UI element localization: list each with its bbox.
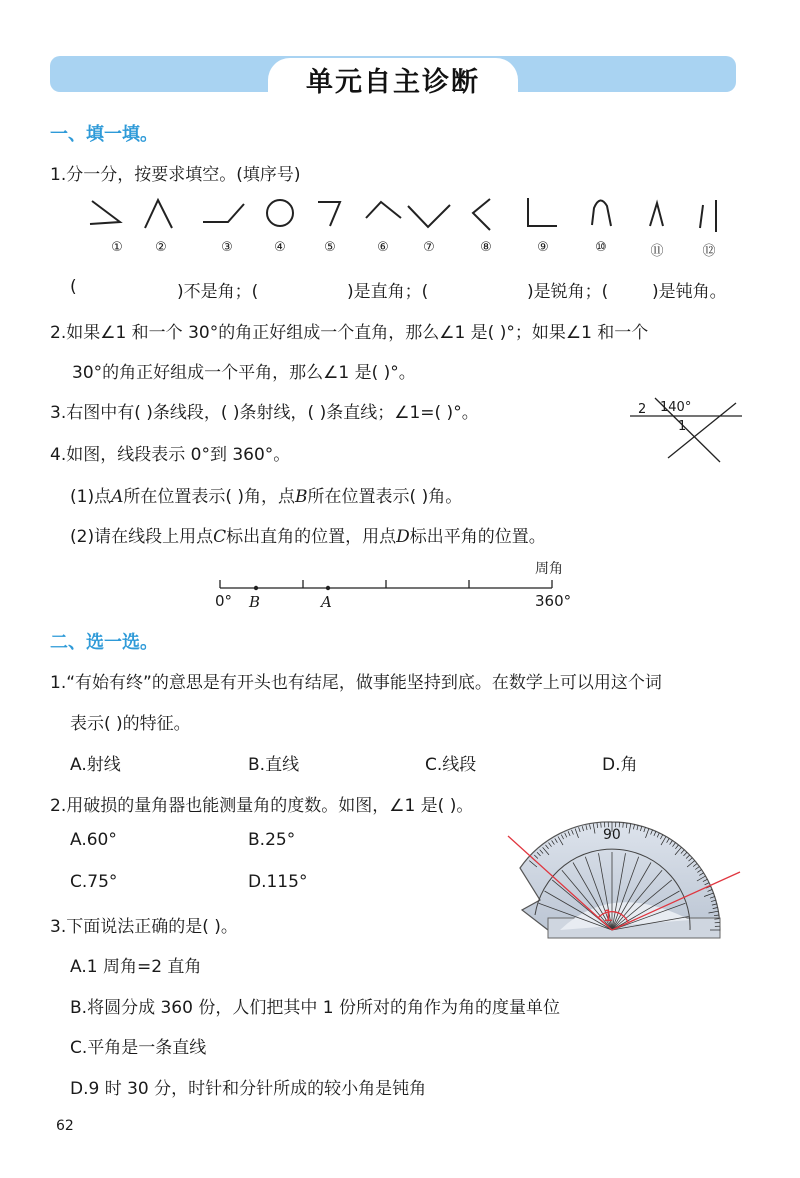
question-1-4-sub2: (2)请在线段上用点C标出直角的位置，用点D标出平角的位置。 bbox=[70, 527, 546, 547]
line-label-A: A bbox=[321, 593, 332, 611]
line-label-0: 0° bbox=[215, 592, 233, 610]
question-1-3: 3.右图中有( )条线段，( )条射线，( )条直线；∠1=( )°。 bbox=[50, 403, 479, 423]
question-2-3: 3.下面说法正确的是( )。 bbox=[50, 917, 238, 937]
question-1-2-line2: 30°的角正好组成一个平角，那么∠1 是( )°。 bbox=[72, 363, 416, 383]
line-label-360: 360° bbox=[535, 592, 572, 610]
page-title: 单元自主诊断 bbox=[306, 67, 480, 98]
option-2-2-b[interactable]: B.25° bbox=[248, 830, 296, 850]
line-figure-label-2: 2 bbox=[638, 402, 647, 417]
protractor-angle-label: 1 bbox=[603, 906, 614, 925]
question-1-2-line1: 2.如果∠1 和一个 30°的角正好组成一个直角，那么∠1 是( )°；如果∠1 和一个 bbox=[50, 323, 649, 343]
line-figure-label-1: 1 bbox=[678, 419, 687, 434]
figure-number-1: ① bbox=[111, 240, 123, 255]
figure-number-4: ④ bbox=[274, 240, 286, 255]
protractor-tick bbox=[623, 823, 624, 828]
option-2-2-c[interactable]: C.75° bbox=[70, 872, 118, 892]
page-number: 62 bbox=[56, 1118, 74, 1134]
question-2-2: 2.用破损的量角器也能测量角的度数。如图，∠1 是( )。 bbox=[50, 796, 474, 816]
figure-number-3: ③ bbox=[221, 240, 233, 255]
option-2-2-a[interactable]: A.60° bbox=[70, 830, 117, 850]
question-1-1: 1.分一分，按要求填空。(填序号) bbox=[50, 165, 301, 185]
section-title-choose: 二、选一选。 bbox=[50, 632, 158, 653]
figure-number-2: ② bbox=[155, 240, 167, 255]
blank-not-angle: )不是角；( bbox=[177, 282, 259, 302]
option-2-1-b[interactable]: B.直线 bbox=[248, 755, 300, 775]
question-2-1-line1: 1.“有始有终”的意思是有开头也有结尾，做事能坚持到底。在数学上可以用这个词 bbox=[50, 673, 662, 693]
figure-number-6: ⑥ bbox=[377, 240, 389, 255]
question-2-1-line2: 表示( )的特征。 bbox=[70, 714, 191, 734]
option-2-3-b[interactable]: B.将圆分成 360 份，人们把其中 1 份所对的角作为角的度量单位 bbox=[70, 998, 560, 1018]
protractor-tick bbox=[714, 919, 719, 920]
line-label-full-angle: 周角 bbox=[535, 561, 563, 577]
option-2-1-c[interactable]: C.线段 bbox=[425, 755, 477, 775]
blank-acute-angle: )是锐角；( bbox=[527, 282, 609, 302]
protractor-tick bbox=[601, 823, 602, 828]
blank-open: ( bbox=[70, 277, 77, 297]
option-2-3-d[interactable]: D.9 时 30 分，时针和分针所成的较小角是钝角 bbox=[70, 1079, 427, 1099]
protractor-label-90: 90 bbox=[603, 827, 621, 843]
option-2-1-d[interactable]: D.角 bbox=[602, 755, 638, 775]
blank-right-angle: )是直角；( bbox=[347, 282, 429, 302]
figure-number-9: ⑨ bbox=[537, 240, 549, 255]
question-1-4: 4.如图，线段表示 0°到 360°。 bbox=[50, 445, 291, 465]
figure-number-5: ⑤ bbox=[324, 240, 336, 255]
option-2-1-a[interactable]: A.射线 bbox=[70, 755, 121, 775]
figure-number-12: ⑫ bbox=[702, 244, 716, 259]
line-figure-label-140: 140° bbox=[660, 400, 692, 415]
figure-number-11: ⑪ bbox=[650, 244, 664, 259]
option-2-3-c[interactable]: C.平角是一条直线 bbox=[70, 1038, 207, 1058]
line-label-B: B bbox=[249, 593, 261, 611]
figure-number-10: ⑩ bbox=[595, 240, 607, 255]
figure-number-7: ⑦ bbox=[423, 240, 435, 255]
option-2-3-a[interactable]: A.1 周角=2 直角 bbox=[70, 957, 202, 977]
section-title-fill: 一、填一填。 bbox=[50, 124, 158, 145]
question-1-4-sub1: (1)点A所在位置表示( )角，点B所在位置表示( )角。 bbox=[70, 487, 463, 507]
option-2-2-d[interactable]: D.115° bbox=[248, 872, 308, 892]
blank-obtuse-angle: )是钝角。 bbox=[652, 282, 727, 302]
figure-number-8: ⑧ bbox=[480, 240, 492, 255]
